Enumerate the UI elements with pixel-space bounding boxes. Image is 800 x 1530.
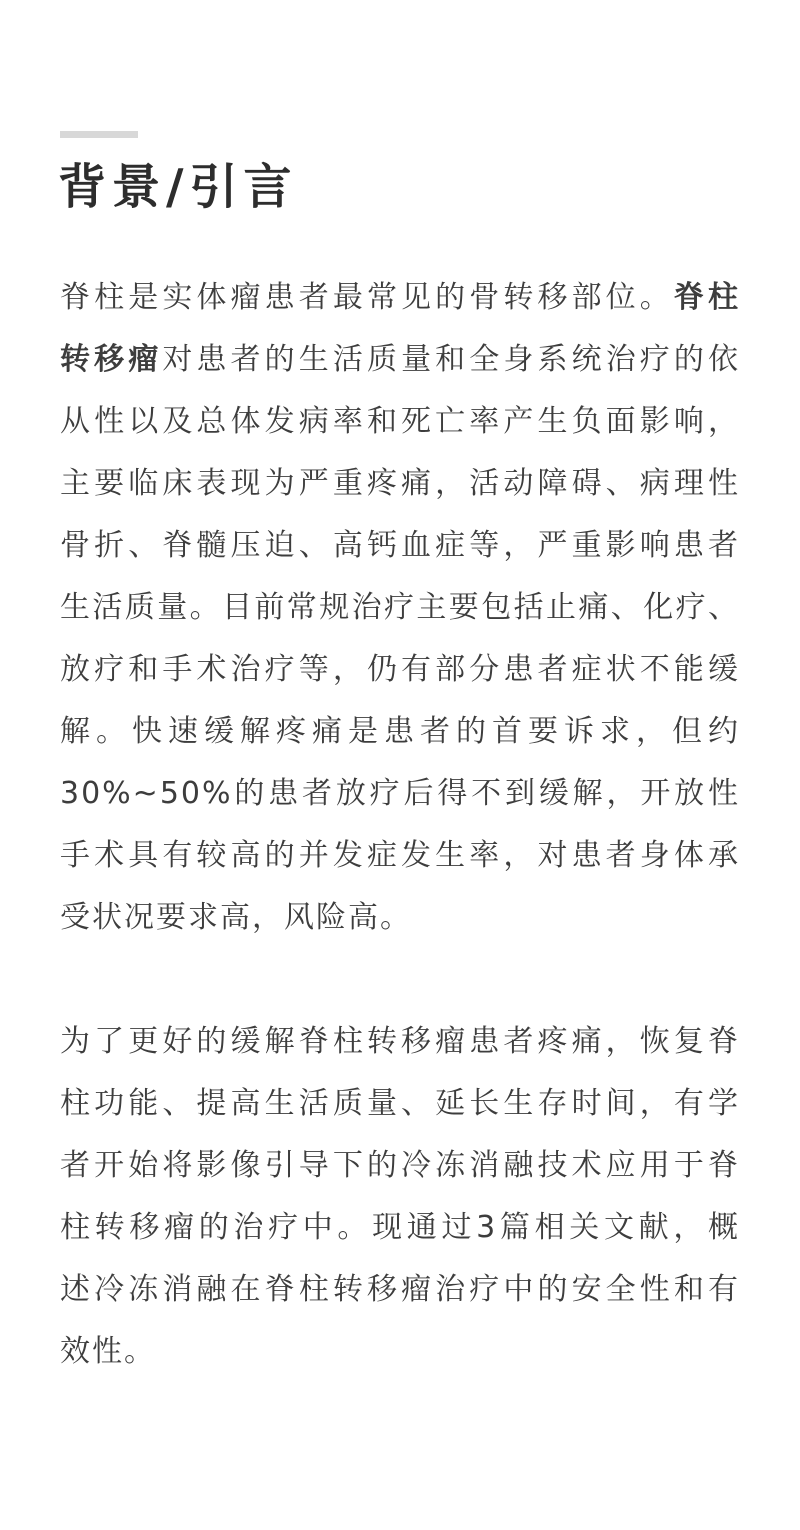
text-line bbox=[60, 1321, 740, 1383]
text-line bbox=[60, 887, 740, 949]
text-segment: 从性以及总体发病率和死亡率产生负面影响， bbox=[60, 404, 740, 439]
text-segment: 放疗和手术治疗等，仍有部分患者症状不能缓 bbox=[60, 652, 740, 687]
text-line bbox=[60, 1011, 740, 1073]
text-segment: 生活质量。目前常规治疗主要包括止痛、化疗、 bbox=[60, 590, 740, 625]
text-line bbox=[60, 1197, 740, 1259]
text-line bbox=[60, 1135, 740, 1197]
text-line bbox=[60, 825, 740, 887]
text-segment: 述冷冻消融在脊柱转移瘤治疗中的安全性和有 bbox=[60, 1272, 740, 1307]
bold-text-segment: 转移瘤 bbox=[60, 342, 163, 377]
text-segment: 脊柱是实体瘤患者最常见的骨转移部位。 bbox=[60, 280, 674, 315]
text-line bbox=[60, 763, 740, 825]
text-line bbox=[60, 391, 740, 453]
text-segment: 30%~50%的患者放疗后得不到缓解，开放性 bbox=[60, 776, 740, 811]
text-segment: 效性。 bbox=[60, 1334, 156, 1369]
text-segment: 对患者的生活质量和全身系统治疗的依 bbox=[162, 342, 741, 377]
paragraph bbox=[60, 267, 740, 949]
text-line bbox=[60, 1259, 740, 1321]
text-segment: 柱功能、提高生活质量、延长生存时间，有学 bbox=[60, 1086, 740, 1121]
text-line bbox=[60, 639, 740, 701]
article-content bbox=[0, 131, 800, 1383]
text-segment: 主要临床表现为严重疼痛，活动障碍、病理性 bbox=[60, 466, 740, 501]
text-segment: 受状况要求高，风险高。 bbox=[60, 900, 412, 935]
section-title: 背景/引言 bbox=[58, 159, 298, 215]
text-segment: 为了更好的缓解脊柱转移瘤患者疼痛，恢复脊 bbox=[60, 1024, 740, 1059]
text-segment: 柱转移瘤的治疗中。现通过3篇相关文献，概 bbox=[60, 1210, 740, 1245]
text-segment: 解。快速缓解疼痛是患者的首要诉求，但约 bbox=[60, 714, 740, 749]
text-segment: 手术具有较高的并发症发生率，对患者身体承 bbox=[60, 838, 740, 873]
text-line bbox=[60, 701, 740, 763]
text-line bbox=[60, 1073, 740, 1135]
text-line bbox=[60, 329, 740, 391]
text-segment: 者开始将影像引导下的冷冻消融技术应用于脊 bbox=[60, 1148, 740, 1183]
text-line bbox=[60, 577, 740, 639]
text-line bbox=[60, 267, 740, 329]
text-segment: 骨折、脊髓压迫、高钙血症等，严重影响患者 bbox=[60, 528, 740, 563]
body-text bbox=[60, 267, 740, 1383]
paragraph bbox=[60, 1011, 740, 1383]
bold-text-segment: 脊柱 bbox=[673, 280, 741, 315]
text-line bbox=[60, 453, 740, 515]
accent-bar bbox=[60, 131, 138, 138]
text-line bbox=[60, 515, 740, 577]
